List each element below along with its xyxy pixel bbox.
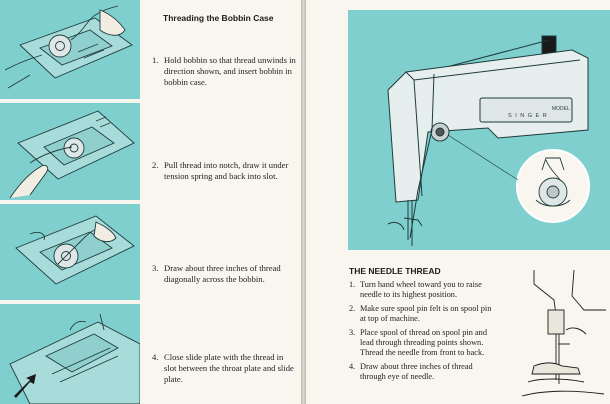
step-number: 4. [349, 361, 356, 371]
step-number: 2. [152, 160, 159, 170]
needle-step-2 [349, 304, 499, 324]
illustration-insert-bobbin [0, 0, 140, 99]
step-text: Make sure spool pin felt is on spool pin at top of machine. [360, 303, 492, 324]
needle-thread-steps [349, 280, 499, 386]
machine-brand-label: S I N G E R [508, 113, 548, 119]
step-number: 2. [349, 303, 356, 313]
step-text: Draw about three inches of thread through eye of needle. [360, 361, 473, 382]
left-page [0, 0, 301, 404]
illustration-draw-thread [0, 204, 140, 300]
bobbin-case-title: Threading the Bobbin Case [163, 13, 274, 23]
needle-thread-title: THE NEEDLE THREAD [349, 266, 441, 276]
needle-step-3 [349, 328, 499, 359]
illustration-needle-presser-foot [514, 270, 610, 404]
step-number: 1. [152, 55, 159, 65]
step-text: Place spool of thread on spool pin and lead through threading points shown. Thread the needle from front to back. [360, 327, 487, 358]
step-text: Close slide plate with the thread in slot between the throat plate and slide plate. [164, 352, 294, 384]
step-text: Hold bobbin so that thread unwinds in direction shown, and insert bobbin in bobbin case. [164, 55, 296, 87]
needle-step-1 [349, 280, 499, 300]
illustration-tension-spring [0, 103, 140, 200]
step-text: Turn hand wheel toward you to raise needle to its highest position. [360, 280, 482, 300]
step-text: Pull thread into notch, draw it under tension spring and back into slot. [164, 160, 289, 181]
step-number: 3. [152, 263, 159, 273]
illustration-machine-head [348, 10, 610, 250]
needle-step-4 [349, 362, 499, 382]
machine-model-label: MODEL [552, 106, 570, 112]
illustration-close-slide-plate [0, 304, 140, 404]
step-text: Draw about three inches of thread diagonally across the bobbin. [164, 263, 281, 284]
right-page [306, 0, 610, 404]
step-number: 1. [349, 280, 356, 289]
step-number: 3. [349, 327, 356, 337]
step-number: 4. [152, 352, 159, 362]
